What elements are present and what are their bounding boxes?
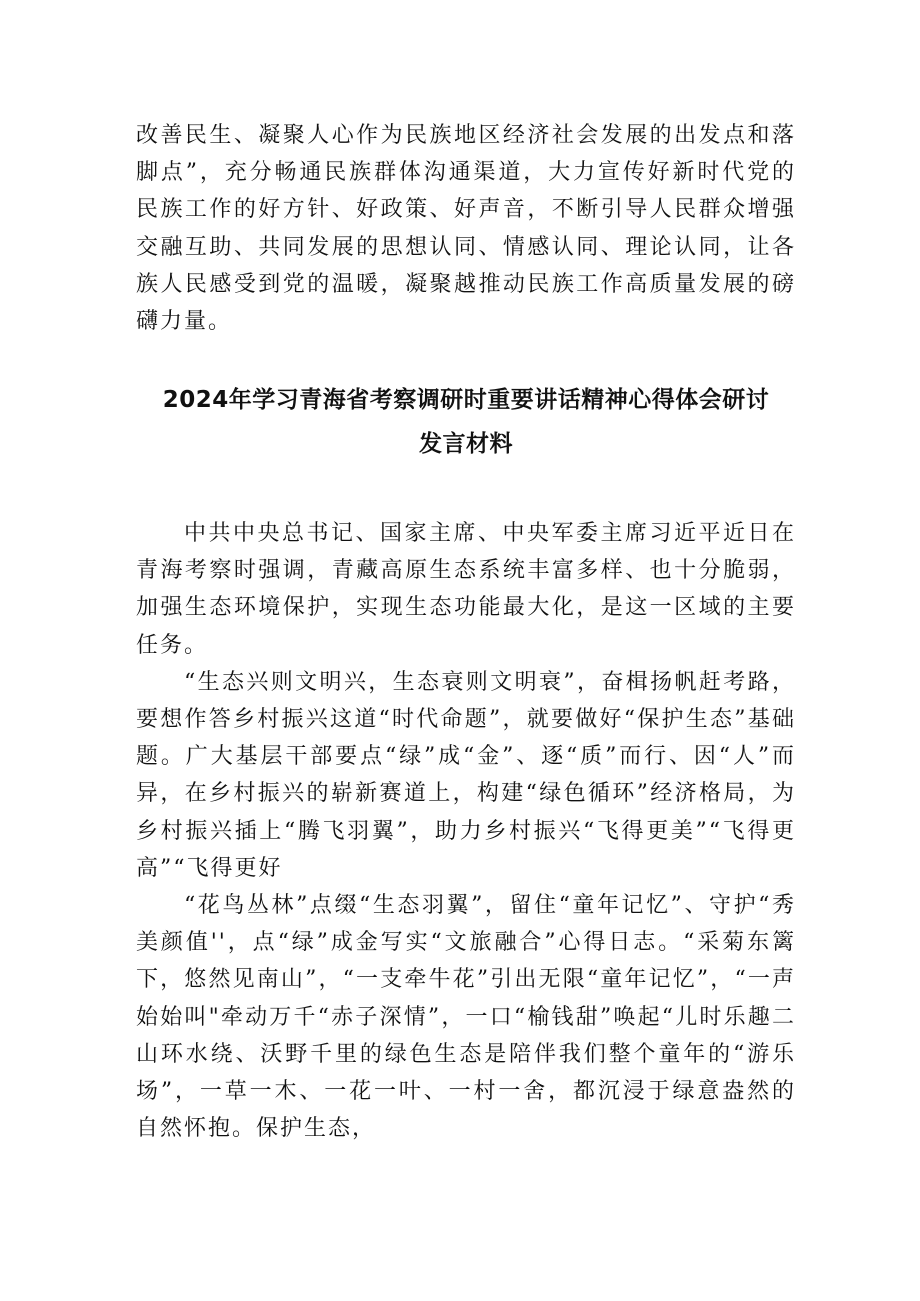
lead-paragraph: 改善民生、凝聚人心作为民族地区经济社会发展的出发点和落脚点”，充分畅通民族群体沟通渠道，大力宣传好新时代党的民族工作的好方针、好政策、好声音，不断引导人民群众增强交融互助、共同发展的思想认同、情感认同、理论认同，让各族人民感受到党的温暖，凝聚越推动民族工作高质量发展的磅礴力量。 — [136, 123, 796, 335]
heading-line-1: 2024年学习青海省考察调研时重要讲话精神心得体会研讨 — [162, 387, 770, 413]
document-heading — [136, 378, 796, 466]
heading-line-2: 发言材料 — [419, 431, 513, 457]
paragraph-3: “花鸟丛林”点缀“生态羽翼”，留住“童年记忆”、守护“秀美颜值''，点“绿”成金写实“文旅融合”心得日志。“采菊东篱下，悠然见南山”，“一支牵牛花”引出无限“童年记忆”，“一声始始叫"牵动万千“赤子深情”，一口“榆钱甜”唤起“儿时乐趣二山环水绕、沃野千里的绿色生态是陪伴我们整个童年的“游乐场”，一草一木、一花一叶、一村一舍，都沉浸于绿意盎然的自然怀抱。保护生态， — [136, 893, 796, 1142]
body-text — [136, 515, 796, 1147]
lead-paragraph-block — [136, 117, 796, 340]
paragraph-2: “生态兴则文明兴，生态衰则文明衰”，奋楫扬帆赶考路，要想作答乡村振兴这道“时代命题”，就要做好“保护生态”基础题。广大基层干部要点“绿”成“金”、逐“质”而行、因“人”而异，在乡村振兴的崭新赛道上，构建“绿色循环”经济格局，为乡村振兴插上“腾飞羽翼”，助力乡村振兴“飞得更美”“飞得更高”“飞得更好 — [136, 669, 796, 881]
paragraph-1: 中共中央总书记、国家主席、中央军委主席习近平近日在青海考察时强调，青藏高原生态系统丰富多样、也十分脆弱，加强生态环境保护，实现生态功能最大化，是这一区域的主要任务。 — [136, 521, 796, 658]
